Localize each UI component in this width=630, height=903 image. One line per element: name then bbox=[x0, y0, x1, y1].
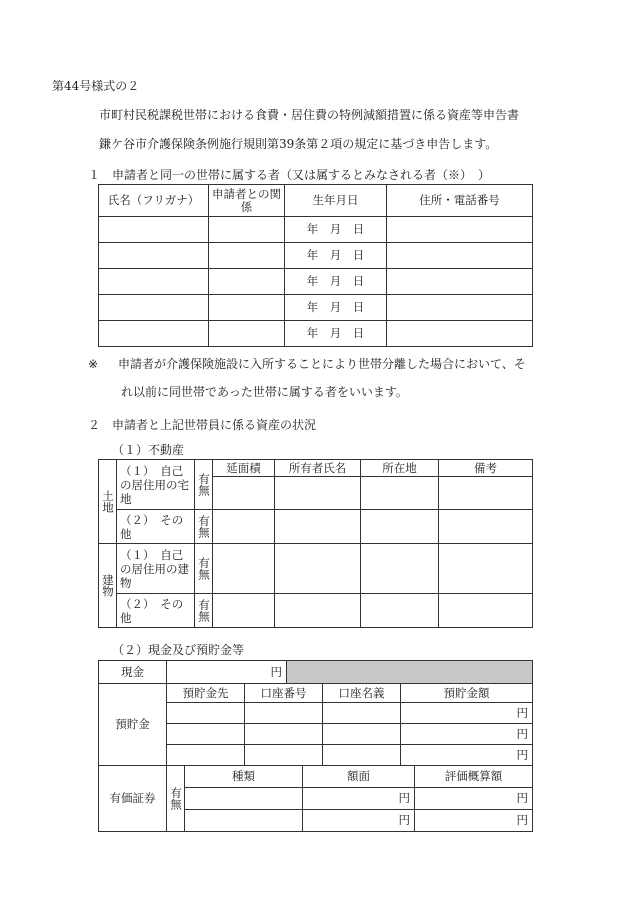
land-other-label: （２） その他 bbox=[117, 510, 195, 544]
cash-table bbox=[98, 660, 533, 684]
estimated-value-field[interactable]: 円 bbox=[415, 788, 533, 810]
cash-label: 現金 bbox=[99, 661, 167, 684]
floor-area-field[interactable] bbox=[213, 510, 275, 544]
relation-field[interactable] bbox=[209, 295, 285, 321]
securities-table bbox=[98, 765, 533, 832]
remarks-field[interactable] bbox=[439, 510, 533, 544]
header-deposit-amount: 預貯金額 bbox=[401, 684, 533, 703]
form-number: 第44号様式の２ bbox=[52, 79, 140, 93]
address-field[interactable] bbox=[387, 217, 533, 243]
household-table bbox=[98, 184, 533, 347]
cash-heading: （２）現金及び預貯金等 bbox=[112, 643, 245, 657]
bank-field[interactable] bbox=[167, 724, 245, 745]
birthdate-field[interactable]: 年 月 日 bbox=[285, 295, 387, 321]
securities-label: 有価証券 bbox=[99, 766, 167, 832]
relation-field[interactable] bbox=[209, 243, 285, 269]
header-account-number: 口座番号 bbox=[245, 684, 323, 703]
document-subtitle: 鎌ケ谷市介護保険条例施行規則第39条第２項の規定に基づき申告します。 bbox=[99, 137, 498, 151]
remarks-field[interactable] bbox=[439, 544, 533, 594]
header-floor-area: 延面積 bbox=[213, 460, 275, 477]
header-address: 住所・電話番号 bbox=[387, 185, 533, 217]
owner-name-field[interactable] bbox=[275, 594, 361, 628]
owner-name-field[interactable] bbox=[275, 477, 361, 510]
own-land-label: （１） 自己の居住用の宅地 bbox=[117, 460, 195, 510]
account-number-field[interactable] bbox=[245, 745, 323, 766]
address-field[interactable] bbox=[387, 295, 533, 321]
account-number-field[interactable] bbox=[245, 703, 323, 724]
note-mark: ※ bbox=[88, 357, 99, 371]
type-field[interactable] bbox=[185, 810, 303, 832]
owner-name-field[interactable] bbox=[275, 510, 361, 544]
own-building-label: （１） 自己の居住用の建物 bbox=[117, 544, 195, 594]
header-estimated-value: 評価概算額 bbox=[415, 766, 533, 788]
birthdate-field[interactable]: 年 月 日 bbox=[285, 321, 387, 347]
bank-field[interactable] bbox=[167, 703, 245, 724]
birthdate-field[interactable]: 年 月 日 bbox=[285, 269, 387, 295]
deposit-label: 預貯金 bbox=[99, 684, 167, 766]
name-field[interactable] bbox=[99, 321, 209, 347]
header-location: 所在地 bbox=[361, 460, 439, 477]
building-own-umu[interactable]: 有無 bbox=[195, 544, 213, 594]
location-field[interactable] bbox=[361, 594, 439, 628]
type-field[interactable] bbox=[185, 788, 303, 810]
note-line2: れ以前に同世帯であった世帯に属する者をいいます。 bbox=[121, 385, 408, 399]
floor-area-field[interactable] bbox=[213, 477, 275, 510]
cash-shaded-area bbox=[287, 661, 533, 684]
account-name-field[interactable] bbox=[323, 745, 401, 766]
name-field[interactable] bbox=[99, 217, 209, 243]
estimated-value-field[interactable]: 円 bbox=[415, 810, 533, 832]
relation-field[interactable] bbox=[209, 217, 285, 243]
building-other-umu[interactable]: 有無 bbox=[195, 594, 213, 628]
header-owner-name: 所有者氏名 bbox=[275, 460, 361, 477]
owner-name-field[interactable] bbox=[275, 544, 361, 594]
header-relation: 申請者との関係 bbox=[209, 185, 285, 217]
relation-field[interactable] bbox=[209, 269, 285, 295]
bank-field[interactable] bbox=[167, 745, 245, 766]
deposit-amount-field[interactable]: 円 bbox=[401, 745, 533, 766]
land-own-umu[interactable]: 有無 bbox=[195, 460, 213, 510]
securities-umu[interactable]: 有無 bbox=[167, 766, 185, 832]
face-value-field[interactable]: 円 bbox=[303, 788, 415, 810]
name-field[interactable] bbox=[99, 295, 209, 321]
land-other-umu[interactable]: 有無 bbox=[195, 510, 213, 544]
address-field[interactable] bbox=[387, 321, 533, 347]
header-remarks: 備考 bbox=[439, 460, 533, 477]
account-number-field[interactable] bbox=[245, 724, 323, 745]
realestate-heading: （１）不動産 bbox=[112, 443, 185, 457]
header-face-value: 額面 bbox=[303, 766, 415, 788]
remarks-field[interactable] bbox=[439, 594, 533, 628]
deposit-amount-field[interactable]: 円 bbox=[401, 703, 533, 724]
cash-amount-field[interactable]: 円 bbox=[167, 661, 287, 684]
address-field[interactable] bbox=[387, 269, 533, 295]
relation-field[interactable] bbox=[209, 321, 285, 347]
name-field[interactable] bbox=[99, 269, 209, 295]
land-label: 土地 bbox=[99, 460, 117, 544]
birthdate-field[interactable]: 年 月 日 bbox=[285, 243, 387, 269]
floor-area-field[interactable] bbox=[213, 594, 275, 628]
header-type: 種類 bbox=[185, 766, 303, 788]
location-field[interactable] bbox=[361, 477, 439, 510]
building-label: 建物 bbox=[99, 544, 117, 628]
note-line1: 申請者が介護保険施設に入所することにより世帯分離した場合において、そ bbox=[118, 357, 526, 371]
floor-area-field[interactable] bbox=[213, 544, 275, 594]
address-field[interactable] bbox=[387, 243, 533, 269]
location-field[interactable] bbox=[361, 544, 439, 594]
deposit-amount-field[interactable]: 円 bbox=[401, 724, 533, 745]
face-value-field[interactable]: 円 bbox=[303, 810, 415, 832]
location-field[interactable] bbox=[361, 510, 439, 544]
building-other-label: （２） その他 bbox=[117, 594, 195, 628]
header-account-name: 口座名義 bbox=[323, 684, 401, 703]
header-name: 氏名（フリガナ） bbox=[99, 185, 209, 217]
birthdate-field[interactable]: 年 月 日 bbox=[285, 217, 387, 243]
remarks-field[interactable] bbox=[439, 477, 533, 510]
document-title: 市町村民税課税世帯における食費・居住費の特例減額措置に係る資産等申告書 bbox=[99, 108, 520, 122]
header-bank: 預貯金先 bbox=[167, 684, 245, 703]
name-field[interactable] bbox=[99, 243, 209, 269]
section1-heading: １ 申請者と同一の世帯に属する者（又は属するとみなされる者（※） ） bbox=[88, 168, 491, 182]
realestate-table bbox=[98, 459, 533, 628]
account-name-field[interactable] bbox=[323, 724, 401, 745]
deposit-table bbox=[98, 683, 533, 766]
header-birthdate: 生年月日 bbox=[285, 185, 387, 217]
section2-heading: ２ 申請者と上記世帯員に係る資産の状況 bbox=[88, 418, 317, 432]
account-name-field[interactable] bbox=[323, 703, 401, 724]
